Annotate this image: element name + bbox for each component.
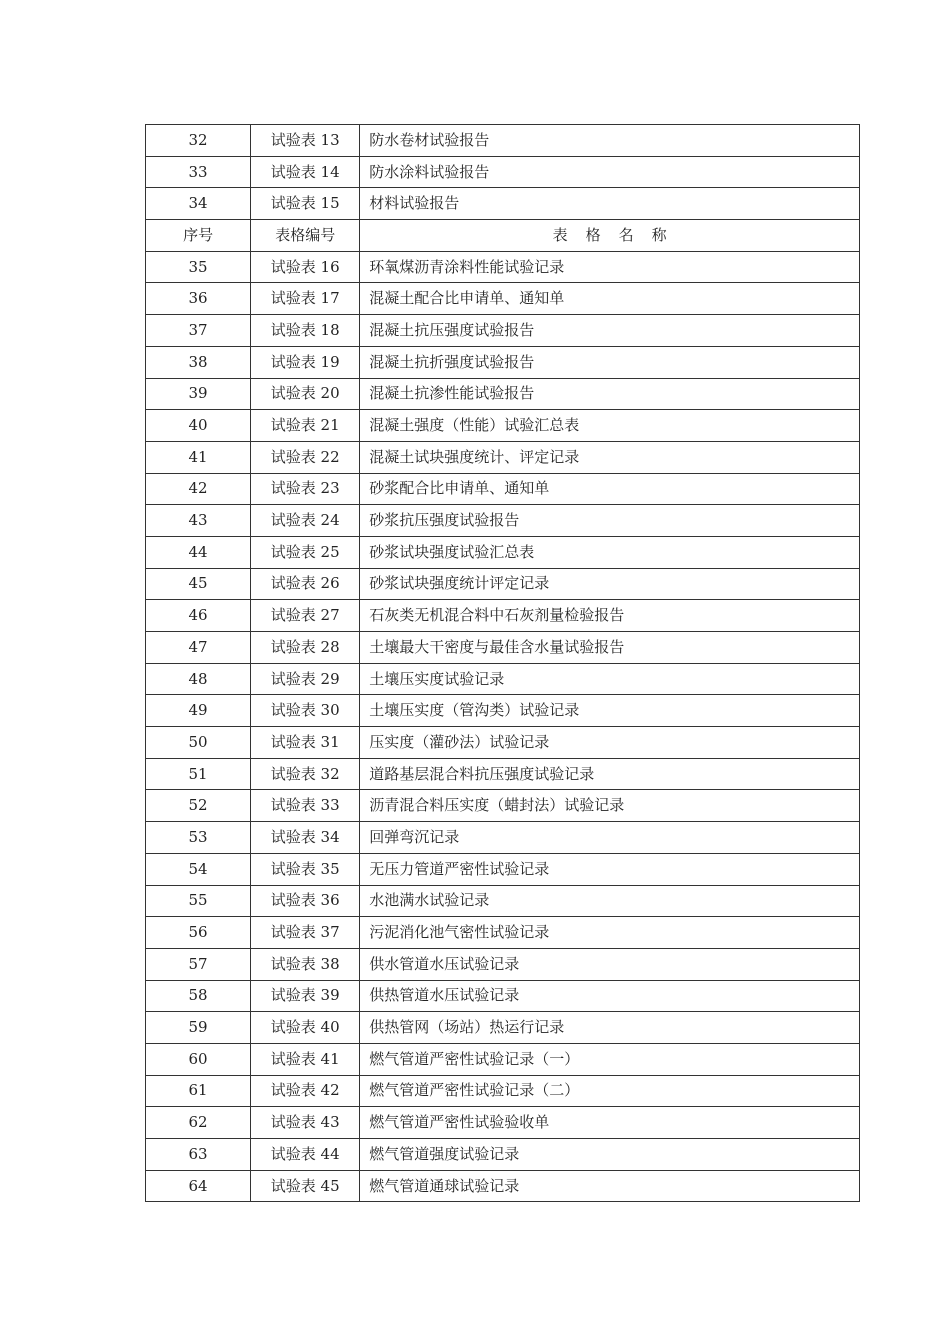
serial-number: 33 [146, 156, 251, 188]
serial-number: 42 [146, 473, 251, 505]
table-body [146, 125, 860, 1202]
form-code: 试验表 29 [251, 663, 360, 695]
form-name: 砂浆试块强度统计评定记录 [360, 568, 860, 600]
form-name: 混凝土抗渗性能试验报告 [360, 378, 860, 410]
form-name: 环氧煤沥青涂料性能试验记录 [360, 251, 860, 283]
form-name: 混凝土抗折强度试验报告 [360, 346, 860, 378]
serial-number: 46 [146, 600, 251, 632]
form-name: 沥青混合料压实度（蜡封法）试验记录 [360, 790, 860, 822]
serial-number: 64 [146, 1170, 251, 1202]
serial-number: 48 [146, 663, 251, 695]
serial-number: 55 [146, 885, 251, 917]
form-name: 混凝土配合比申请单、通知单 [360, 283, 860, 315]
form-name: 道路基层混合料抗压强度试验记录 [360, 758, 860, 790]
form-code: 试验表 31 [251, 727, 360, 759]
serial-number: 52 [146, 790, 251, 822]
serial-number: 38 [146, 346, 251, 378]
serial-number: 36 [146, 283, 251, 315]
form-name: 供热管道水压试验记录 [360, 980, 860, 1012]
form-code: 试验表 15 [251, 188, 360, 220]
serial-number: 35 [146, 251, 251, 283]
serial-number: 63 [146, 1139, 251, 1171]
serial-number: 47 [146, 632, 251, 664]
form-name: 砂浆配合比申请单、通知单 [360, 473, 860, 505]
form-code: 试验表 36 [251, 885, 360, 917]
table-row [146, 853, 860, 885]
table-row [146, 1170, 860, 1202]
table-row [146, 663, 860, 695]
form-name: 燃气管道通球试验记录 [360, 1170, 860, 1202]
serial-number: 58 [146, 980, 251, 1012]
form-name: 燃气管道严密性试验记录（一） [360, 1043, 860, 1075]
form-name: 水池满水试验记录 [360, 885, 860, 917]
table-row [146, 1107, 860, 1139]
form-code: 试验表 39 [251, 980, 360, 1012]
form-code: 试验表 45 [251, 1170, 360, 1202]
form-code: 试验表 40 [251, 1012, 360, 1044]
form-name: 混凝土抗压强度试验报告 [360, 315, 860, 347]
form-name: 燃气管道严密性试验记录（二） [360, 1075, 860, 1107]
table-row [146, 441, 860, 473]
form-code: 试验表 26 [251, 568, 360, 600]
form-code: 试验表 23 [251, 473, 360, 505]
form-code: 试验表 19 [251, 346, 360, 378]
form-code: 试验表 22 [251, 441, 360, 473]
form-code: 试验表 13 [251, 125, 360, 157]
form-code: 试验表 44 [251, 1139, 360, 1171]
form-name: 防水卷材试验报告 [360, 125, 860, 157]
serial-number: 32 [146, 125, 251, 157]
table-row [146, 600, 860, 632]
form-name: 供水管道水压试验记录 [360, 948, 860, 980]
serial-number: 41 [146, 441, 251, 473]
serial-number: 57 [146, 948, 251, 980]
form-name: 混凝土强度（性能）试验汇总表 [360, 410, 860, 442]
form-code: 试验表 17 [251, 283, 360, 315]
table-row [146, 758, 860, 790]
serial-number: 56 [146, 917, 251, 949]
serial-number: 39 [146, 378, 251, 410]
serial-number: 43 [146, 505, 251, 537]
table-row [146, 885, 860, 917]
serial-number: 54 [146, 853, 251, 885]
table-row [146, 695, 860, 727]
table-row [146, 1139, 860, 1171]
serial-number: 60 [146, 1043, 251, 1075]
table-row [146, 980, 860, 1012]
serial-number: 44 [146, 536, 251, 568]
form-code: 试验表 34 [251, 822, 360, 854]
header-serial-number: 序号 [146, 220, 251, 252]
serial-number: 49 [146, 695, 251, 727]
form-code: 试验表 38 [251, 948, 360, 980]
form-name: 土壤压实度试验记录 [360, 663, 860, 695]
form-code: 试验表 28 [251, 632, 360, 664]
table-header-row [146, 220, 860, 252]
serial-number: 37 [146, 315, 251, 347]
table-row [146, 822, 860, 854]
form-code: 试验表 14 [251, 156, 360, 188]
form-name: 燃气管道严密性试验验收单 [360, 1107, 860, 1139]
form-name: 土壤压实度（管沟类）试验记录 [360, 695, 860, 727]
form-code: 试验表 43 [251, 1107, 360, 1139]
serial-number: 53 [146, 822, 251, 854]
form-code: 试验表 32 [251, 758, 360, 790]
form-name: 污泥消化池气密性试验记录 [360, 917, 860, 949]
form-name: 供热管网（场站）热运行记录 [360, 1012, 860, 1044]
serial-number: 40 [146, 410, 251, 442]
table-row [146, 1043, 860, 1075]
form-code: 试验表 41 [251, 1043, 360, 1075]
table-row [146, 156, 860, 188]
form-code: 试验表 37 [251, 917, 360, 949]
table-row [146, 315, 860, 347]
test-forms-table [145, 124, 860, 1202]
table-row [146, 1075, 860, 1107]
form-name: 石灰类无机混合料中石灰剂量检验报告 [360, 600, 860, 632]
table-row [146, 125, 860, 157]
table-row [146, 727, 860, 759]
serial-number: 34 [146, 188, 251, 220]
form-code: 试验表 18 [251, 315, 360, 347]
form-code: 试验表 33 [251, 790, 360, 822]
serial-number: 62 [146, 1107, 251, 1139]
serial-number: 45 [146, 568, 251, 600]
form-name: 混凝土试块强度统计、评定记录 [360, 441, 860, 473]
form-code: 试验表 21 [251, 410, 360, 442]
form-code: 试验表 16 [251, 251, 360, 283]
table-row [146, 346, 860, 378]
table-row [146, 917, 860, 949]
table-row [146, 568, 860, 600]
form-code: 试验表 24 [251, 505, 360, 537]
form-name: 砂浆试块强度试验汇总表 [360, 536, 860, 568]
form-name: 压实度（灌砂法）试验记录 [360, 727, 860, 759]
serial-number: 61 [146, 1075, 251, 1107]
header-form-name: 表格名称 [360, 220, 860, 252]
form-name: 回弹弯沉记录 [360, 822, 860, 854]
form-code: 试验表 25 [251, 536, 360, 568]
form-name: 砂浆抗压强度试验报告 [360, 505, 860, 537]
table-row [146, 505, 860, 537]
form-name: 无压力管道严密性试验记录 [360, 853, 860, 885]
table-row [146, 251, 860, 283]
form-code: 试验表 27 [251, 600, 360, 632]
serial-number: 51 [146, 758, 251, 790]
table-row [146, 283, 860, 315]
serial-number: 50 [146, 727, 251, 759]
form-name: 土壤最大干密度与最佳含水量试验报告 [360, 632, 860, 664]
form-name: 材料试验报告 [360, 188, 860, 220]
table-row [146, 948, 860, 980]
form-name: 防水涂料试验报告 [360, 156, 860, 188]
table-row [146, 790, 860, 822]
table-row [146, 1012, 860, 1044]
table-row [146, 378, 860, 410]
form-code: 试验表 30 [251, 695, 360, 727]
form-name: 燃气管道强度试验记录 [360, 1139, 860, 1171]
table-row [146, 473, 860, 505]
header-form-code: 表格编号 [251, 220, 360, 252]
table-row [146, 632, 860, 664]
form-code: 试验表 42 [251, 1075, 360, 1107]
table-row [146, 188, 860, 220]
serial-number: 59 [146, 1012, 251, 1044]
form-code: 试验表 20 [251, 378, 360, 410]
table-row [146, 536, 860, 568]
form-code: 试验表 35 [251, 853, 360, 885]
table-row [146, 410, 860, 442]
